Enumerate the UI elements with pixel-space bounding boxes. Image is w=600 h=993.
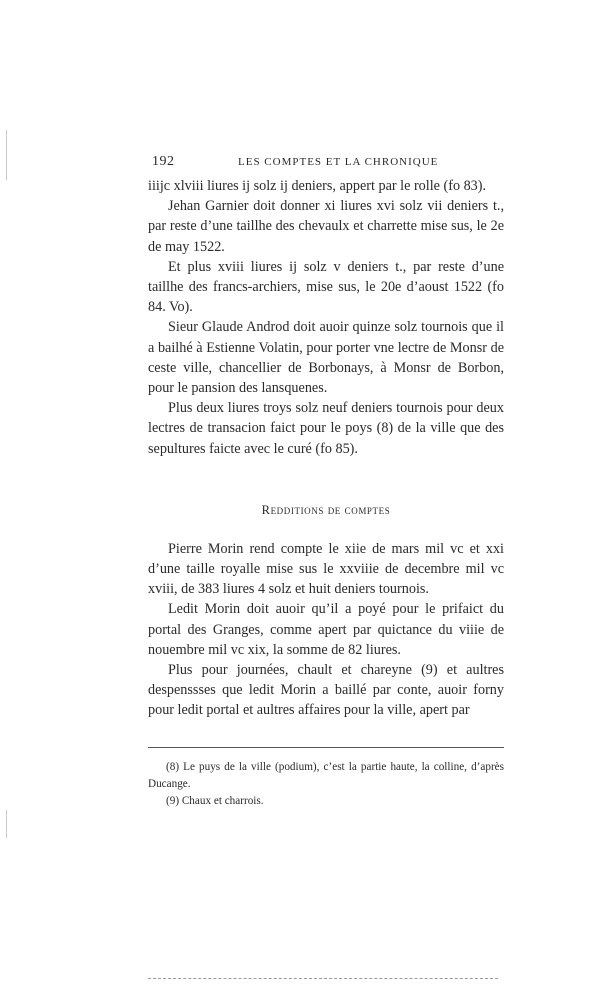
book-page — [148, 154, 504, 810]
page-number: 192 — [152, 154, 175, 169]
section-paragraph-3: Plus pour journées, chault et chareyne (9) et aultres despenssses que ledit Morin a baillé par conte, auoir forny pour ledit portal et aultres affaires pour la ville, apert par — [148, 662, 504, 719]
paragraph-1: iiijc xlviii liures ij solz ij deniers, appert par le rolle (fo 83). — [148, 178, 487, 194]
page-edge-mark-top — [6, 130, 7, 180]
section-paragraph-2: Ledit Morin doit auoir qu’il a poyé pour le prifaict du portal des Granges, comme apert par quictance du viiie de nouembre mil vc xix, la somme de 82 liures. — [148, 601, 504, 658]
section-paragraph-1: Pierre Morin rend compte le xiie de mars mil vc et xxi d’une taille royalle mise sus le xxviiie de decembre mil vc xviii, de 383 liures 4 solz et huit deniers tournois. — [148, 540, 504, 598]
running-title: LES COMPTES ET LA CHRONIQUE — [238, 156, 439, 168]
page-header — [148, 154, 504, 176]
scan-bottom-marks — [148, 978, 498, 981]
page-edge-mark-bottom — [6, 810, 7, 838]
paragraph-2: Jehan Garnier doit donner xi liures xvi solz vii deniers t., par reste d’une taillhe des chevaulx et charrette mise sus, le 2e de may 1522. — [148, 198, 504, 255]
footnote-divider — [148, 747, 504, 748]
footnote-9: (9) Chaux et charrois. — [166, 794, 264, 807]
paragraph-3: Et plus xviii liures ij solz v deniers t., par reste d’une taillhe des francs-archiers, mise sus, le 20e d’aoust 1522 (fo 84. Vo). — [148, 258, 504, 316]
section-heading — [148, 503, 504, 518]
footnote-8: (8) Le puys de la ville (podium), c’est la partie haute, la colline, d’après Ducange. — [148, 760, 504, 790]
section-title: Redditions de comptes — [261, 502, 391, 517]
paragraph-5: Plus deux liures troys solz neuf deniers tournois pour deux lectres de transacion faict pour le poys (8) de la ville que des sepultures faicte avec le curé (fo 85). — [148, 400, 504, 457]
paragraph-4: Sieur Glaude Androd doit auoir quinze solz tournois que il a bailhé à Estienne Volatin, pour porter vne lectre de Monsr de ceste ville, chancellier de Borbonays, à Monsr de Borbon, pour le pansion des lansquenes. — [148, 319, 504, 397]
